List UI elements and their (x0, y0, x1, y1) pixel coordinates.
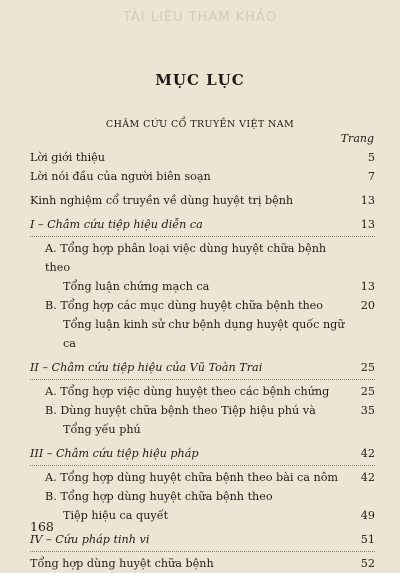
toc-entry-title: Lời nói đầu của người biên soạn (30, 170, 211, 183)
toc-entry-title: Tổng hợp dùng huyệt chữa bệnh (30, 557, 214, 570)
toc-entry (30, 296, 375, 315)
toc-entry (30, 401, 375, 420)
toc-entry-page: 20 (360, 299, 375, 312)
dotted-divider (30, 465, 375, 466)
dotted-divider (30, 236, 375, 237)
toc-entry (30, 530, 375, 549)
book-subtitle: CHÂM CỨU CỔ TRUYỀN VIỆT NAM (105, 119, 295, 130)
toc-entry-title: B. Tổng hợp dùng huyệt chữa bệnh theo (45, 490, 273, 503)
toc-entry-title: Tiệp hiệu ca quyết (63, 509, 169, 522)
toc-entry-page: 51 (360, 533, 375, 546)
toc-entry-title: A. Tổng hợp phân loại việc dùng huyệt chữa bệnh theo (45, 242, 327, 274)
toc-entry-page: 49 (360, 509, 375, 522)
toc-entry (30, 487, 375, 506)
toc-entry-page: 52 (360, 557, 375, 570)
toc-entry (30, 148, 375, 167)
page-title: MỤC LỤC (155, 71, 245, 89)
toc-entry-page: 5 (367, 151, 375, 164)
page-column-label: Trang (340, 132, 374, 145)
toc-entry (30, 444, 375, 463)
page-number: 168 (30, 519, 54, 534)
toc-entry-page: 25 (360, 385, 375, 398)
dotted-divider (30, 379, 375, 380)
toc-entry-page: 42 (360, 447, 375, 460)
toc-entry-title: Tổng luận chứng mạch ca (63, 280, 210, 293)
toc-entry-page: 13 (360, 280, 375, 293)
table-of-contents (30, 148, 375, 573)
toc-entry (30, 358, 375, 377)
toc-entry (30, 315, 375, 353)
dotted-divider (30, 551, 375, 552)
toc-entry-title: II – Châm cứu tiệp hiệu của Vũ Toàn Trai (30, 361, 263, 374)
toc-entry-title: III – Châm cứu tiệp hiệu pháp (30, 447, 199, 460)
toc-entry-title: Tổng yếu phú (63, 423, 141, 436)
toc-entry-page: 13 (360, 194, 375, 207)
toc-entry (30, 506, 375, 525)
toc-entry-title: I – Châm cứu tiệp hiệu diễn ca (30, 218, 203, 231)
toc-entry-page: 25 (360, 361, 375, 374)
toc-entry (30, 468, 375, 487)
toc-entry (30, 382, 375, 401)
toc-entry (30, 239, 375, 277)
toc-entry (30, 215, 375, 234)
toc-entry-title: Tổng luận kinh sử chư bệnh dụng huyệt quốc ngữ ca (63, 318, 345, 350)
toc-entry-title: Lời giới thiệu (30, 151, 106, 164)
toc-entry (30, 277, 375, 296)
toc-entry-title: B. Tổng hợp các mục dùng huyệt chữa bệnh theo (45, 299, 324, 312)
toc-entry-page: 13 (360, 218, 375, 231)
toc-entry-title: A. Tổng hợp dùng huyệt chữa bệnh theo bài ca nôm (45, 471, 339, 484)
toc-entry-page: 42 (360, 471, 375, 484)
toc-entry-title: A. Tổng hợp việc dùng huyệt theo các bệnh chứng (45, 385, 330, 398)
toc-entry-title: B. Dùng huyệt chữa bệnh theo Tiệp hiệu phú và (45, 404, 316, 417)
toc-entry-page: 35 (360, 404, 375, 417)
toc-entry (30, 420, 375, 439)
toc-entry (30, 191, 375, 210)
toc-entry-title: IV – Cứu pháp tinh vi (30, 533, 150, 546)
toc-entry-page: 7 (367, 170, 375, 183)
toc-entry-title: Kinh nghiệm cổ truyền về dùng huyệt trị bệnh (30, 194, 294, 207)
toc-entry (30, 167, 375, 186)
faded-header-text: TÀI LIỆU THAM KHẢO (122, 10, 278, 25)
